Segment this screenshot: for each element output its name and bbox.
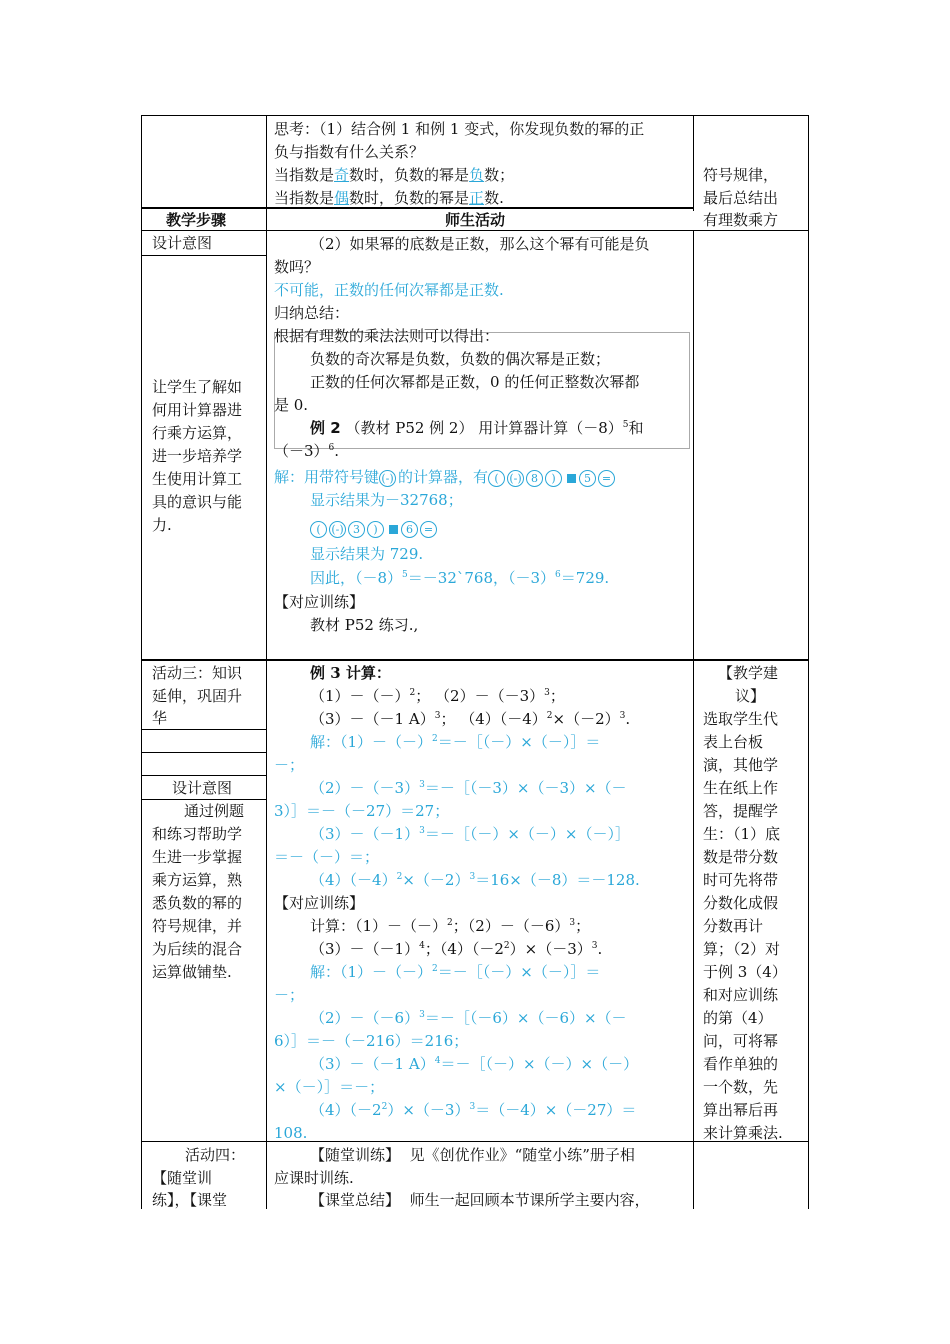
ans-2a: $(2)-(-6)^3=-[(-6)\times(-6)\times(-$ [310, 1009, 627, 1027]
even-sign: 正 [469, 189, 485, 207]
odd-sign: 负 [469, 166, 485, 184]
ans-2b: 6）］＝－（－216）＝216； [274, 1032, 469, 1050]
q2-answer: 不可能，正数的任何次幂都是正数. [274, 281, 504, 299]
activity-3-line-2: 延伸，巩固升 [152, 687, 243, 705]
equals-key-icon: = [598, 470, 615, 487]
sol3-1a: 解：$(1)-(-)^2=-[(-)\times(-)]=$ [310, 733, 601, 751]
negative-key-icon: (-) [329, 521, 346, 538]
sol3-2b: 3）］＝－（－27）＝27； [274, 802, 450, 820]
example-3-title: 例 3 计算： [310, 664, 391, 682]
solution-line: 解：用带符号键 (-) 的计算器，有 ( (-) 8 ) 5 = [274, 466, 617, 489]
ans-1a: 解：$(1)-(-)^2=-[(-)\times(-)]=$ [310, 963, 601, 981]
class-practice-line-b: 应课时训练. [274, 1169, 354, 1187]
class-summary-line: 【课堂总结】 师生一起回顾本节课所学主要内容， [310, 1191, 650, 1209]
activity-3-line-1: 活动三：知识 [152, 664, 243, 682]
row3-left-line-c [141, 775, 266, 776]
header-activities: 师生活动 [445, 211, 506, 229]
even-pre: 当指数是 [274, 189, 335, 207]
ans-3a: （3）－（－1 A）$^4$＝－［（－）×（－）×（－） [310, 1055, 639, 1073]
header-steps: 教学步骤 [166, 211, 227, 229]
equals-key-icon: = [420, 521, 437, 538]
activity-4-line-3: 练】，【课堂 [152, 1191, 228, 1209]
practice-line-2: $(3)-(-1)^4$；$(4)(-2^2)\times(-3)^3$. [310, 940, 603, 958]
even-word: 偶 [334, 189, 350, 207]
digit-8-key-icon: 8 [526, 470, 543, 487]
design-intent-label: 设计意图 [152, 234, 213, 252]
example-3-line-1: $(1)-(-)^2$； $(2)-(-3)^3$； [310, 687, 565, 705]
even-mid: 数时，负数的幂是 [349, 189, 470, 207]
rule-2b: 是 0. [274, 396, 309, 414]
rule-2a: 正数的任何次幂都是正数，0 的任何正整数次幂都 [310, 373, 640, 391]
example-2-line-b: $(-3)^6$. [274, 442, 340, 460]
even-rule-line [274, 187, 504, 210]
sol3-2a: $(2)-(-3)^3=-[(-3)\times(-3)\times(-$ [310, 779, 627, 797]
design-intent-text: 让学生了解如 何用计算器进 行乘方运算， 进一步培养学 生使用计算工 具的意识与能 力. [152, 378, 243, 534]
practice-line-1: 计算：$(1)-(-)^2$；$(2)-(-6)^3$； [310, 917, 591, 935]
paren-open-key-icon: ( [310, 521, 327, 538]
sol3-3b: ＝－（－）＝； [274, 848, 380, 866]
paren-close-key-icon: ) [545, 470, 562, 487]
table-border-top [141, 115, 809, 116]
paren-close-key-icon: ) [367, 521, 384, 538]
teaching-suggestion: 选取学生代 表上台板 演，其他学 生在纸上作 答，提醒学 生：（1）底 数是带分数 时可先将带 分数化成假 分数再计 算；（2）对 于例 3（4） 和对应训练 的第（4） 问，可将幂 看作单独的 一个数，先 算出幂后再 来计算乘法. [703, 710, 787, 1142]
design-intent-text-2: 通过例题 和练习帮助学 生进一步掌握 乘方运算，熟 悉负数的幂的 符号规律，并 为后续的混合 运算做铺垫. [152, 802, 245, 981]
col-divider-2 [693, 115, 694, 211]
result-1: 显示结果为－32768； [310, 491, 463, 509]
therefore-line: 因此，$(-8)^5=-32`768$，$(-3)^6=729$. [310, 569, 610, 587]
ans-4b: 108. [274, 1124, 308, 1142]
col-divider-1 [266, 115, 267, 1209]
practice-label-2: 【对应训练】 [274, 894, 365, 912]
sol3-1b: －； [274, 756, 305, 774]
activity-3-line-3: 华 [152, 709, 168, 727]
suggest-title-2: 议】 [735, 687, 766, 705]
even-end: 数. [484, 189, 504, 207]
right-note-1: 符号规律， [703, 166, 779, 184]
table-border-left [141, 115, 142, 1209]
key-sequence-2 [310, 517, 439, 540]
odd-word: 奇 [334, 166, 350, 184]
odd-pre: 当指数是 [274, 166, 335, 184]
sol3-4: $(4)(-4)^2\times(-2)^3=16\times(-8)=-128$. [310, 871, 640, 889]
design-intent-label-2: 设计意图 [172, 779, 233, 797]
result-2: 显示结果为 729. [310, 545, 424, 563]
activity-4-line-2: 【随堂训 [152, 1169, 213, 1187]
odd-mid: 数时，负数的幂是 [349, 166, 470, 184]
think-line-b: 负与指数有什么关系？ [274, 143, 425, 161]
power-key-icon [389, 525, 398, 534]
ans-1b: －； [274, 986, 305, 1004]
design-label-line [141, 255, 266, 256]
sol3-3a: $(3)-(-1)^3=-[(-)\times(-)\times(-)]$ [310, 825, 630, 843]
activity-4-line-1: 活动四： [185, 1146, 246, 1164]
example-2-label: 例 2 [310, 419, 341, 437]
odd-rule-line [274, 164, 514, 187]
summary-label: 归纳总结： [274, 304, 350, 322]
digit-6-key-icon: 6 [401, 521, 418, 538]
q2-line-b: 数吗？ [274, 258, 320, 276]
odd-end: 数； [484, 166, 515, 184]
table-border-right [808, 115, 809, 1209]
row3-top-line [141, 659, 809, 661]
paren-open-key-icon: ( [488, 470, 505, 487]
think-line-a: 思考：（1）结合例 1 和例 1 变式，你发现负数的幂的正 [274, 120, 645, 138]
col-divider-2b [693, 231, 694, 1209]
example-2-line: 例 2 （教材 P52 例 2） 用计算器计算$(-8)^5$和 [310, 419, 644, 437]
rule-1: 负数的奇次幂是负数，负数的偶次幂是正数； [310, 350, 611, 368]
ans-4a: $(4)(-2^2)\times(-3)^3=(-4)\times(-27)=$ [310, 1101, 637, 1119]
negative-key-icon: (-) [379, 470, 396, 487]
power-key-icon [567, 474, 576, 483]
example-3-line-2: （3）－（－1 A）$^3$； $(4)(-4)^2\times(-2)^3$. [310, 710, 631, 728]
rule-intro: 根据有理数的乘法法则可以得出： [274, 327, 500, 345]
ans-3b: ×（－）］＝－； [274, 1078, 385, 1096]
right-note-2: 最后总结出 [703, 189, 779, 207]
practice-text: 教材 P52 练习., [310, 616, 419, 634]
suggest-title-1: 【教学建 [718, 664, 779, 682]
digit-5-key-icon: 5 [579, 470, 596, 487]
class-practice-line: 【随堂训练】 见《创优作业》“随堂小练”册子相 [310, 1146, 635, 1164]
practice-label: 【对应训练】 [274, 593, 365, 611]
row3-left-line-b [141, 752, 266, 753]
q2-line-a: （2）如果幂的底数是正数，那么这个幂有可能是负 [310, 235, 650, 253]
negative-key-icon: (-) [507, 470, 524, 487]
digit-3-key-icon: 3 [348, 521, 365, 538]
right-note-3: 有理数乘方 [703, 211, 779, 229]
